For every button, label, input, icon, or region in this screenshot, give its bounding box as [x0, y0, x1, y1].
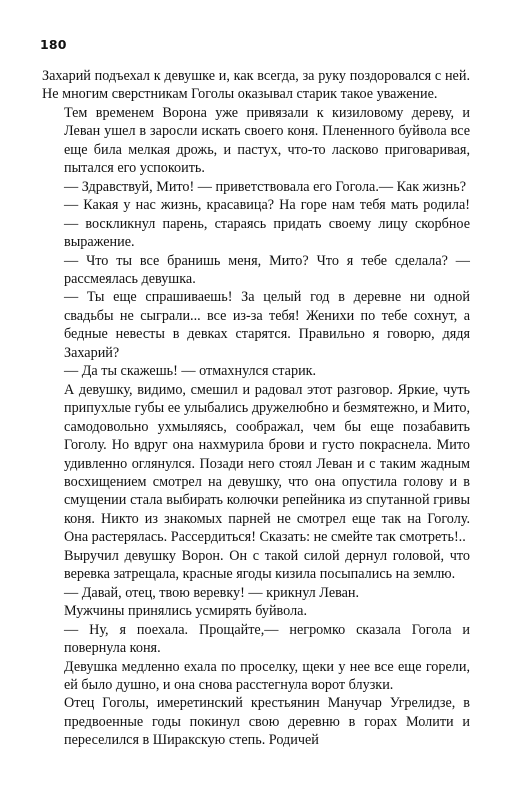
paragraph: — Какая у нас жизнь, красавица? На горе нам тебя мать родила! — воскликнул парень, стараясь придать своему лицу скорбное выражение. — [64, 197, 470, 251]
paragraph: Выручил девушку Ворон. Он с такой силой дернул головой, что веревка затрещала, красные ягоды кизила посыпались на землю. — [64, 547, 470, 583]
paragraph: Захарий подъехал к девушке и, как всегда, за руку поздоровался с ней. Не многим сверстникам Гоголы оказывал старик такое уважение. — [42, 68, 470, 103]
paragraph: — Да ты скажешь! — отмахнулся старик. — [64, 363, 317, 380]
page-number: 180 — [40, 37, 67, 52]
paragraph: Мужчины принялись усмирять буйвола. — [64, 603, 307, 620]
paragraph: Отец Гоголы, имеретинский крестьянин Манучар Угрелидзе, в предвоенные годы покинул свою деревню в горах Молити и переселился в Ширакскую степь. Родичей — [64, 695, 470, 749]
paragraph: — Что ты все бранишь меня, Мито? Что я тебе сделала? — рассмеялась девушка. — [64, 252, 470, 287]
paragraph: Тем временем Ворона уже привязали к кизиловому дереву, и Леван ушел в заросли искать своего коня. Плененного буйвола все еще била мелкая дрожь, и пастух, что-то ласково приговаривая, пытался его успокоить. — [64, 104, 470, 177]
paragraph: Девушка медленно ехала по проселку, щеки у нее все еще горели, ей было душно, и она снова расстегнула ворот блузки. — [64, 658, 470, 693]
body-text — [42, 67, 470, 750]
paragraph: — Здравствуй, Мито! — приветствовала его Гогола.— Как жизнь? — [64, 178, 466, 195]
paragraph: — Ну, я поехала. Прощайте,— негромко сказала Гогола и повернула коня. — [64, 621, 470, 657]
paragraph: — Давай, отец, твою веревку! — крикнул Леван. — [64, 584, 360, 601]
paragraph: А девушку, видимо, смешил и радовал этот разговор. Яркие, чуть припухлые губы ее улыбались дружелюбно и безмятежно, и Мито, самодовольно ухмыляясь, соображал, чем бы еще позабавить Гоголу. Но вдруг она нахмурила брови и густо покраснела. Мито удивленно оглянулся. Позади него стоял Леван и с таким жадным восхищением смотрел на девушку, что она опустила голову и в смущении стала выбирать колючки репейника из спутанной гривы коня. Никто из знакомых парней не смотрел еще так на Гоголу. Она растерялась. Рассердиться! Сказать: не смейте так смотреть!.. — [64, 381, 470, 546]
paragraph: — Ты еще спрашиваешь! За целый год в деревне ни одной свадьбы не сыграли... все из-за тебя! Женихи по тебе сохнут, а бедные невесты в девках старятся. Правильно я говорю, дядя Захарий? — [64, 289, 470, 361]
